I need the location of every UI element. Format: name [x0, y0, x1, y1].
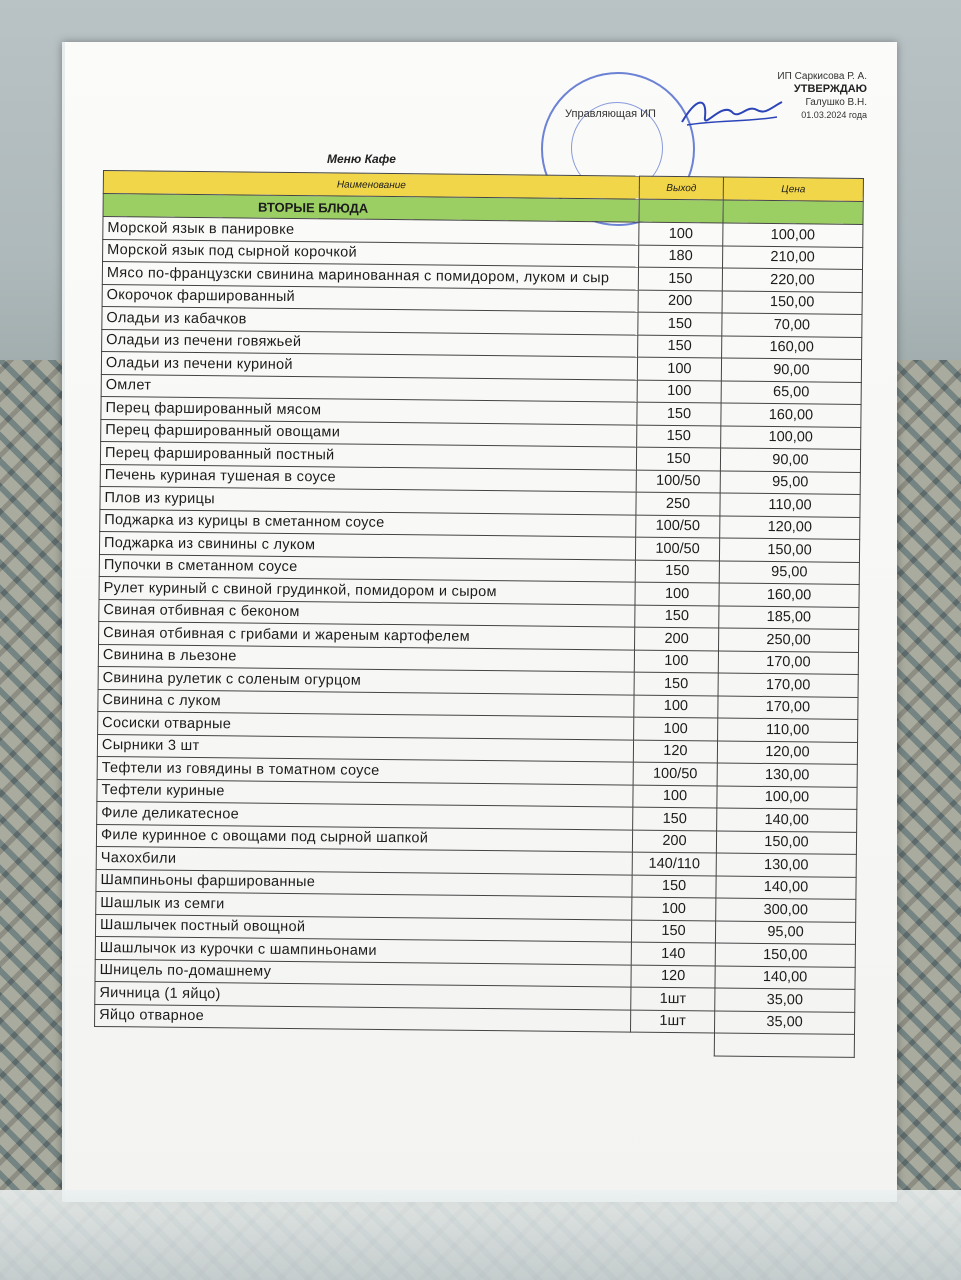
- item-yield: 100/50: [636, 515, 720, 538]
- item-price: 65,00: [721, 380, 861, 404]
- item-price: 150,00: [715, 943, 855, 967]
- section-blank-price: [723, 200, 863, 224]
- approval-block: [777, 70, 867, 122]
- item-price: 35,00: [714, 1010, 854, 1034]
- item-name: Оладьи из печени куриной: [101, 351, 637, 379]
- item-name: Свиная отбивная с беконом: [99, 599, 635, 627]
- item-yield: 250: [636, 492, 720, 515]
- item-price: 90,00: [721, 358, 861, 382]
- item-price: 210,00: [723, 245, 863, 269]
- item-yield: 150: [638, 267, 722, 290]
- item-name: Перец фаршированный постный: [100, 441, 636, 469]
- item-yield: 100/50: [633, 762, 717, 785]
- item-name: Поджарка из курицы в сметанном соусе: [100, 509, 636, 537]
- item-name: Морской язык в панировке: [103, 217, 639, 245]
- item-yield: 180: [639, 245, 723, 268]
- item-yield: 120: [633, 740, 717, 763]
- approver-name: Галушко В.Н.: [805, 97, 867, 108]
- item-name: Оладьи из печени говяжьей: [102, 329, 638, 357]
- item-price: 90,00: [720, 448, 860, 472]
- item-yield: 200: [638, 290, 722, 313]
- item-name: Сырники 3 шт: [97, 734, 633, 762]
- item-price: 150,00: [719, 538, 859, 562]
- item-name: Перец фаршированный овощами: [101, 419, 637, 447]
- item-price: 95,00: [715, 920, 855, 944]
- item-yield: 200: [632, 830, 716, 853]
- item-price: 150,00: [716, 830, 856, 854]
- menu-title: Меню Кафе: [327, 152, 396, 166]
- item-name: Плов из курицы: [100, 486, 636, 514]
- item-name: Свинина рулетик с соленым огурцом: [98, 666, 634, 694]
- item-yield: 100: [633, 785, 717, 808]
- item-price: 110,00: [718, 718, 858, 742]
- item-price: 110,00: [720, 493, 860, 517]
- item-yield: 150: [634, 672, 718, 695]
- empty-cell: [630, 1032, 714, 1056]
- approval-date: 01.03.2024 года: [801, 110, 867, 120]
- item-yield: 100/50: [636, 470, 720, 493]
- item-price: 100,00: [721, 425, 861, 449]
- item-price: 170,00: [718, 695, 858, 719]
- item-name: Яйцо отварное: [95, 1004, 631, 1032]
- item-name: Пупочки в сметанном соусе: [99, 554, 635, 582]
- item-yield: 150: [632, 875, 716, 898]
- item-name: Омлет: [101, 374, 637, 402]
- item-name: Филе куринное с овощами под сырной шапкой: [96, 824, 632, 852]
- menu-sheet: [62, 42, 897, 1202]
- item-name: Рулет куриный с свиной грудинкой, помидором и сыром: [99, 576, 635, 604]
- empty-cell: [94, 1026, 630, 1055]
- item-name: Чахохбили: [96, 846, 632, 874]
- item-name: Шашлычок из курочки с шампиньонами: [95, 936, 631, 964]
- item-yield: 100: [634, 650, 718, 673]
- item-yield: 150: [635, 605, 719, 628]
- item-name: Печень куриная тушеная в соусе: [100, 464, 636, 492]
- item-price: 300,00: [716, 898, 856, 922]
- item-yield: 150: [633, 807, 717, 830]
- item-name: Шашлык из семги: [96, 891, 632, 919]
- item-price: 120,00: [720, 515, 860, 539]
- item-yield: 140/110: [632, 852, 716, 875]
- item-yield: 150: [636, 447, 720, 470]
- item-price: 140,00: [716, 875, 856, 899]
- menu-table: [94, 170, 864, 1058]
- item-name: Филе деликатесное: [97, 801, 633, 829]
- col-yield-header: Выход: [639, 176, 723, 200]
- item-yield: 100: [634, 717, 718, 740]
- item-name: Оладьи из кабачков: [102, 306, 638, 334]
- item-yield: 100: [634, 695, 718, 718]
- item-name: Свинина с луком: [98, 689, 634, 717]
- item-price: 140,00: [715, 965, 855, 989]
- item-name: Свинина в льезоне: [98, 644, 634, 672]
- item-yield: 1шт: [631, 1010, 715, 1033]
- section-title: ВТОРЫЕ БЛЮДА: [103, 194, 639, 223]
- item-yield: 150: [631, 920, 715, 943]
- item-price: 120,00: [717, 740, 857, 764]
- item-yield: 150: [637, 425, 721, 448]
- item-name: Окорочок фаршированный: [102, 284, 638, 312]
- item-yield: 120: [631, 965, 715, 988]
- item-yield: 100: [639, 222, 723, 245]
- item-price: 170,00: [718, 650, 858, 674]
- item-price: 130,00: [717, 763, 857, 787]
- item-price: 130,00: [716, 853, 856, 877]
- item-price: 250,00: [719, 628, 859, 652]
- item-yield: 150: [637, 402, 721, 425]
- item-yield: 140: [631, 942, 715, 965]
- item-yield: 150: [638, 312, 722, 335]
- item-price: 150,00: [722, 290, 862, 314]
- item-yield: 100: [637, 357, 721, 380]
- item-price: 160,00: [722, 335, 862, 359]
- item-yield: 100: [632, 897, 716, 920]
- item-yield: 200: [635, 627, 719, 650]
- item-yield: 1шт: [631, 987, 715, 1010]
- item-name: Шашлычек постный овощной: [95, 914, 631, 942]
- signature: [677, 92, 787, 132]
- item-price: 170,00: [718, 673, 858, 697]
- item-price: 220,00: [722, 268, 862, 292]
- item-price: 185,00: [719, 605, 859, 629]
- col-price-header: Цена: [723, 177, 863, 201]
- item-price: 160,00: [721, 403, 861, 427]
- item-price: 140,00: [717, 808, 857, 832]
- item-name: Морской язык под сырной корочкой: [103, 239, 639, 267]
- item-name: Перец фаршированный мясом: [101, 396, 637, 424]
- item-name: Тефтели из говядины в томатном соусе: [97, 756, 633, 784]
- item-name: Мясо по-французски свинина маринованная с помидором, луком и сыр: [102, 262, 638, 290]
- col-name-header: Наименование: [103, 171, 639, 200]
- item-name: Сосиски отварные: [98, 711, 634, 739]
- item-yield: 100/50: [635, 537, 719, 560]
- item-yield: 150: [635, 560, 719, 583]
- item-yield: 100: [635, 582, 719, 605]
- item-yield: 150: [638, 335, 722, 358]
- approve-label: УТВЕРЖДАЮ: [793, 83, 867, 95]
- manager-label: Управляющая ИП: [565, 108, 656, 120]
- empty-cell: [714, 1033, 854, 1057]
- item-price: 100,00: [723, 223, 863, 247]
- item-price: 70,00: [722, 313, 862, 337]
- item-name: Тефтели куриные: [97, 779, 633, 807]
- item-name: Яичница (1 яйцо): [95, 981, 631, 1009]
- item-price: 160,00: [719, 583, 859, 607]
- section-blank-yield: [639, 199, 723, 223]
- item-name: Шницель по-домашнему: [95, 959, 631, 987]
- item-yield: 100: [637, 380, 721, 403]
- item-price: 35,00: [715, 988, 855, 1012]
- ip-name: ИП Саркисова Р. А.: [777, 71, 867, 82]
- item-price: 95,00: [720, 470, 860, 494]
- item-name: Свиная отбивная с грибами и жареным картофелем: [99, 621, 635, 649]
- item-name: Поджарка из свинины с луком: [99, 531, 635, 559]
- item-name: Шампиньоны фаршированные: [96, 869, 632, 897]
- acrylic-stand: [0, 1190, 961, 1280]
- item-price: 95,00: [719, 560, 859, 584]
- item-price: 100,00: [717, 785, 857, 809]
